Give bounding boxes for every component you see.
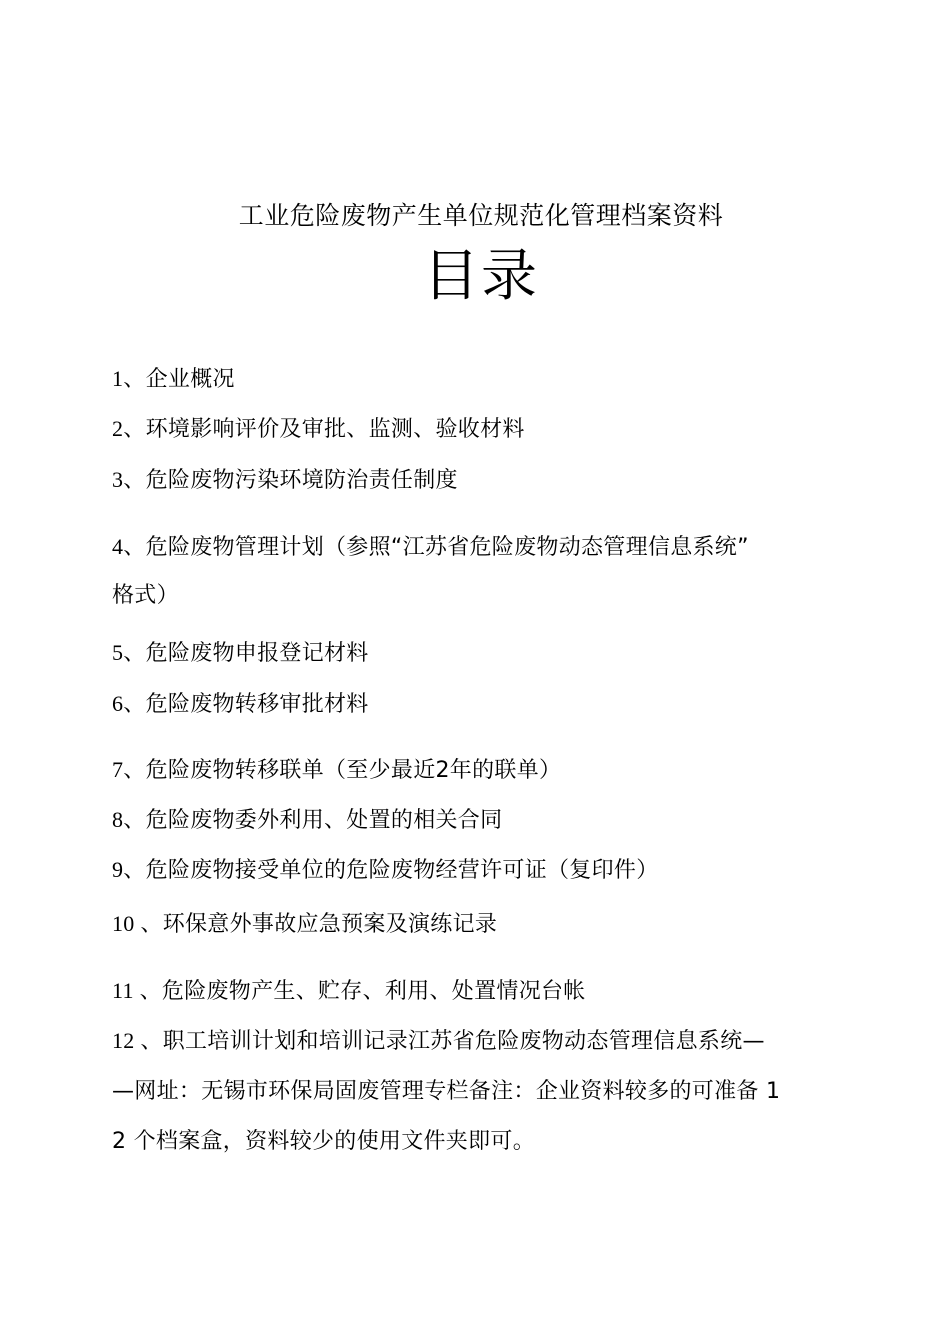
toc-item-1 [112,362,842,393]
toc-item-text: 危险废物转移审批材料 [145,692,369,717]
toc-item-number: 8、 [112,807,146,832]
toc-item-number: 10 、 [112,911,163,936]
toc-item-number: 7、 [112,757,146,782]
toc-item-7 [112,753,842,784]
toc-item-number: 4、 [112,534,146,559]
toc-item-4 [112,530,842,608]
toc-item-9 [112,853,842,884]
toc-item-text: 环保意外事故应急预案及演练记录 [162,912,498,937]
toc-item-3 [112,463,842,494]
toc-item-number: 6、 [112,691,146,716]
toc-item-text: 职工培训计划和培训记录江苏省危险废物动态管理信息系统— [162,1029,765,1054]
toc-item-10 [112,907,842,938]
toc-item-number: 12 、 [112,1028,163,1053]
toc-item-12 [112,1024,842,1055]
document-title: 工业危险废物产生单位规范化管理档案资料 [238,201,724,230]
toc-item-text: 危险废物产生、贮存、利用、处置情况台帐 [161,979,586,1004]
toc-item-text: 危险废物申报登记材料 [145,641,369,666]
toc-item-text: 危险废物接受单位的危险废物经营许可证（复印件） [145,858,659,883]
toc-item-8 [112,803,842,834]
toc-item-text: 危险废物污染环境防治责任制度 [145,468,458,493]
note-line-2: 2 个档案盒，资料较少的使用文件夹即可。 [112,1129,535,1154]
toc-item-number: 5、 [112,640,146,665]
toc-item-text: 危险废物转移联单（至少最近2年的联单） [145,758,562,783]
toc-item-text: 危险废物委外利用、处置的相关合同 [145,808,503,833]
toc-item-number: 1、 [112,366,146,391]
toc-item-2 [112,412,842,443]
note-line-1: —网址：无锡市环保局固废管理专栏备注：企业资料较多的可准备 1 [112,1079,781,1104]
toc-item-11 [112,974,842,1005]
toc-item-6 [112,687,842,718]
toc-item-5 [112,636,842,667]
toc-item-number: 2、 [112,416,146,441]
toc-heading: 目录 [423,244,539,309]
toc-item-text: 环境影响评价及审批、监测、验收材料 [145,417,525,442]
toc-item-text: 企业概况 [145,367,235,392]
toc-item-text: 危险废物管理计划（参照“江苏省危险废物动态管理信息系统” [145,535,749,560]
toc-item-number: 11 、 [112,978,162,1003]
toc-item-number: 9、 [112,857,146,882]
toc-item-number: 3、 [112,467,146,492]
toc-item-text-continued: 格式） [112,583,179,608]
